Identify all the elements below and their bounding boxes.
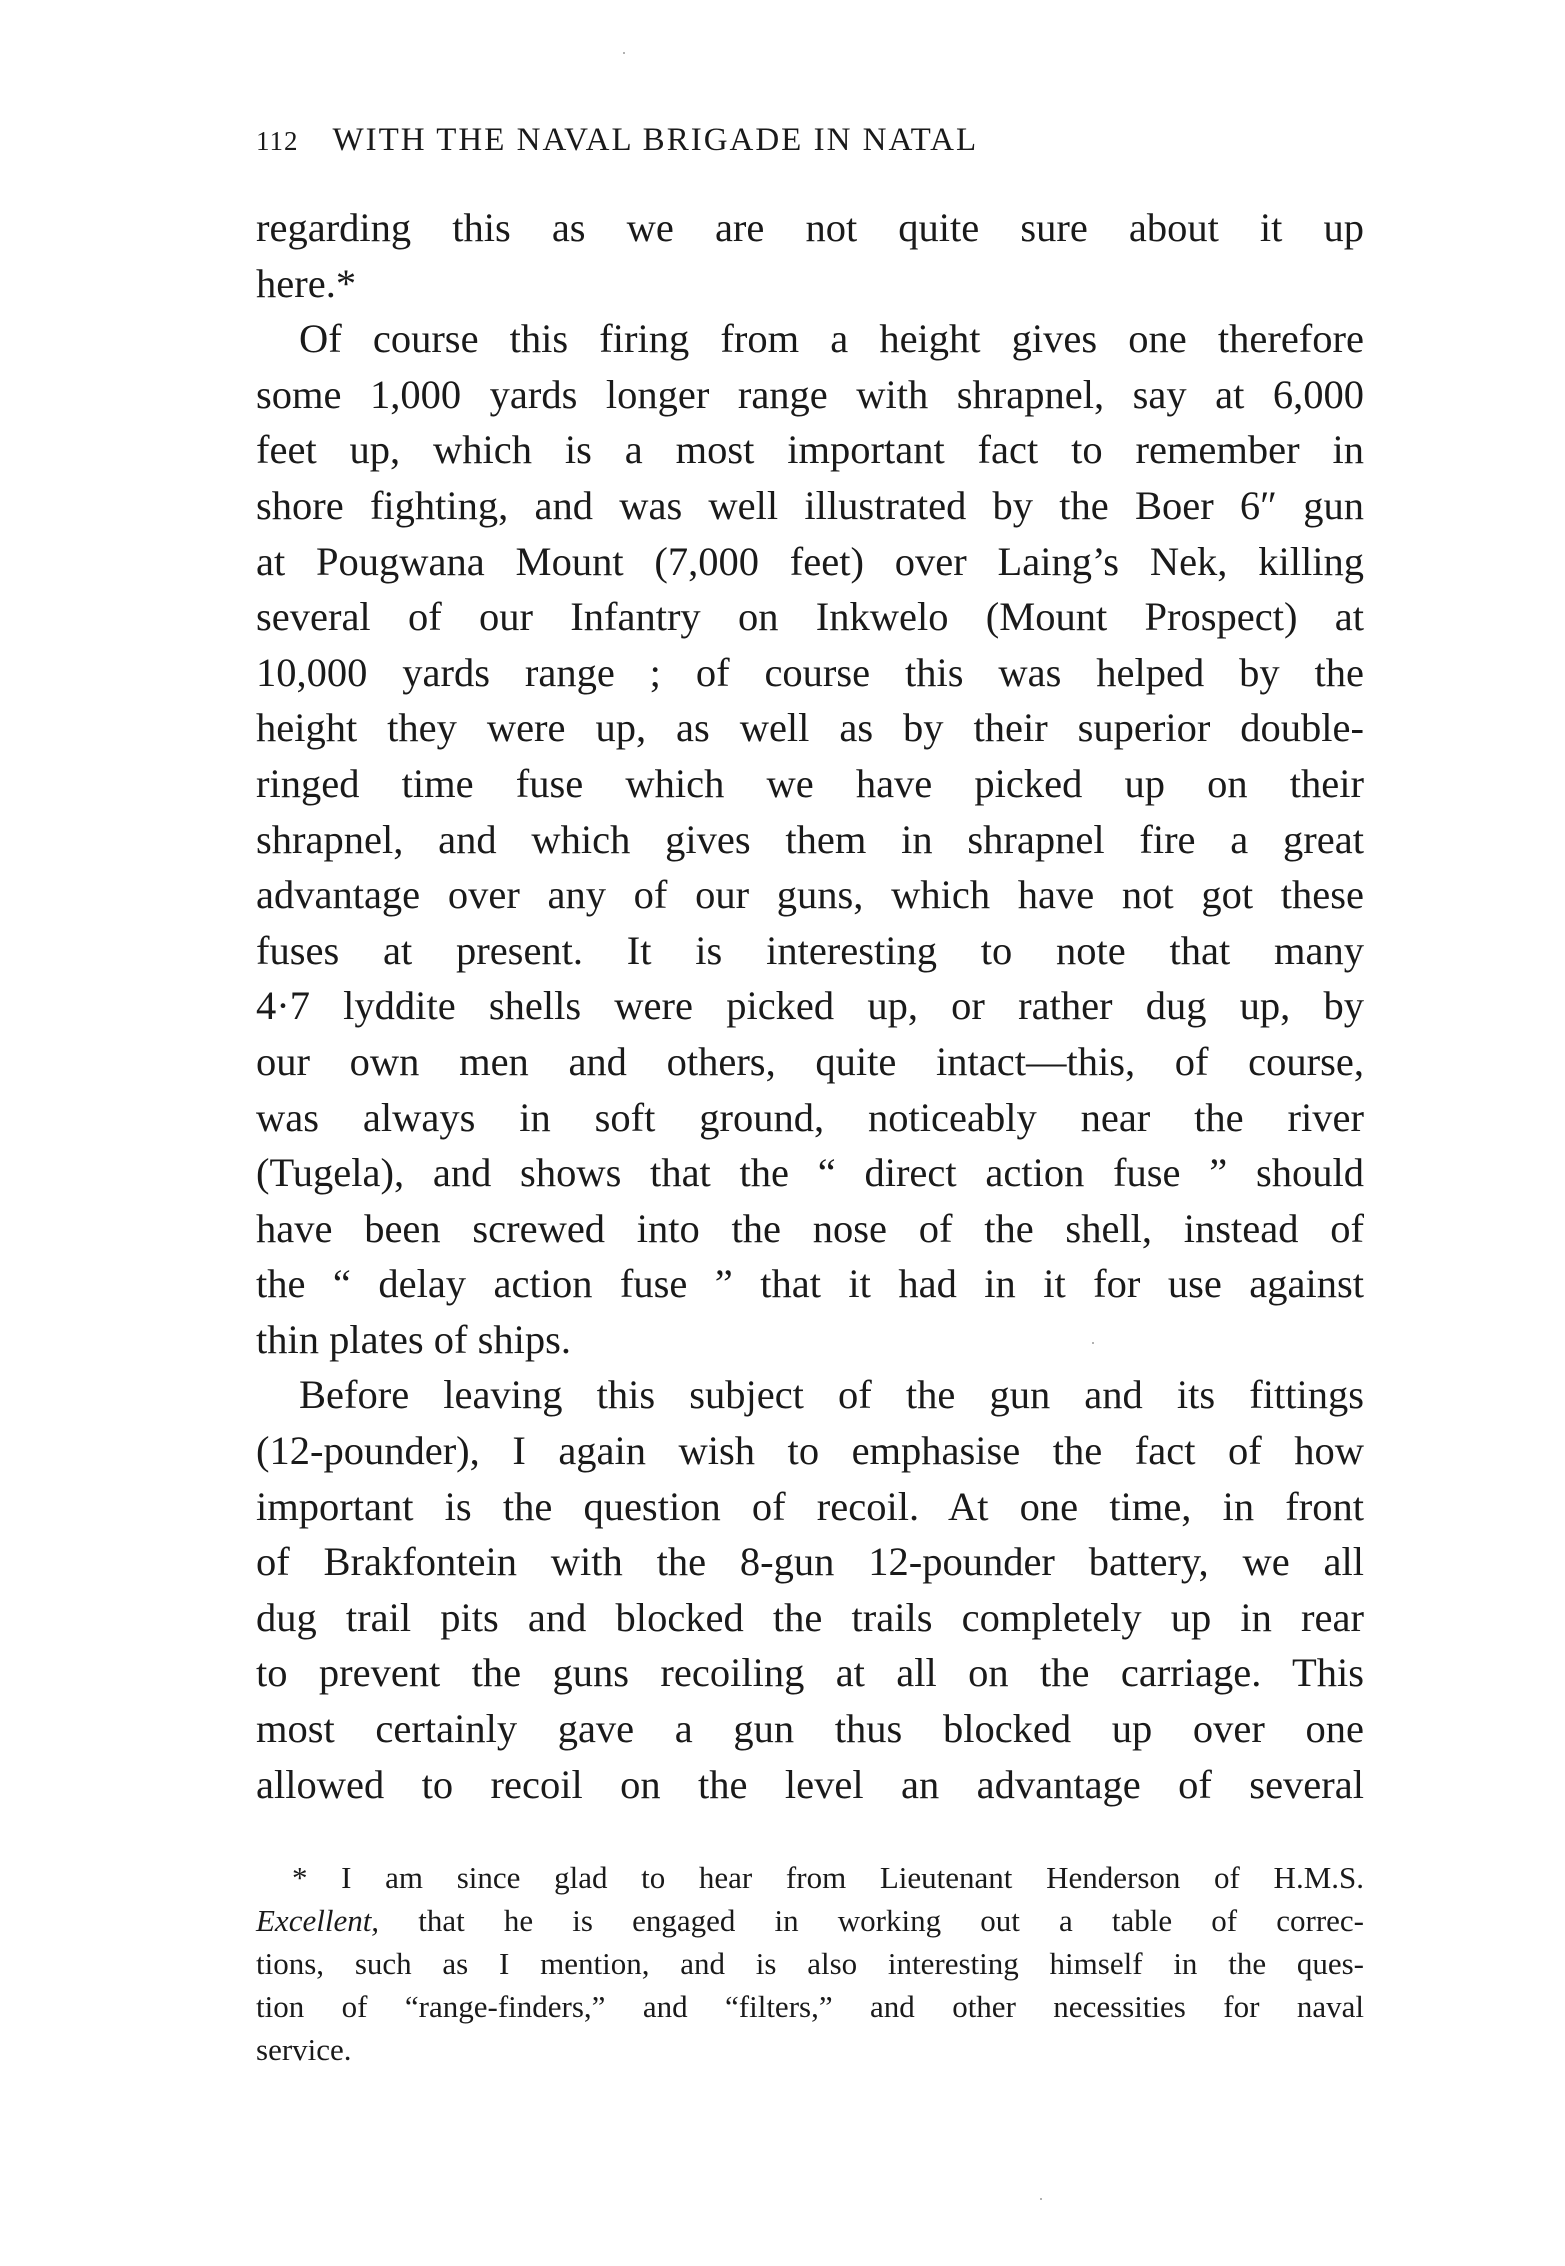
running-title: WITH THE NAVAL BRIGADE IN NATAL: [332, 122, 979, 158]
paper-speck: [623, 52, 625, 54]
text-line: have been screwed into the nose of the shell, instead of: [256, 1205, 1364, 1251]
text-line: Before leaving this subject of the gun and its fittings: [299, 1372, 1364, 1418]
text-line: of Brakfontein with the 8-gun 12-pounder battery, we all: [256, 1539, 1364, 1585]
text-line: to prevent the guns recoiling at all on the carriage. This: [256, 1650, 1364, 1696]
footnote-line-text: that he is engaged in working out a table of correc-: [379, 1903, 1364, 1938]
text-line: important is the question of recoil. At one time, in front: [256, 1483, 1364, 1529]
footnote-line: [256, 1899, 1364, 1942]
footnote-line: * I am since glad to hear from Lieutenant Henderson of H.M.S.: [292, 1860, 1364, 1895]
paper-speck: [1040, 2198, 1042, 2200]
text-line: fuses at present. It is interesting to note that many: [256, 927, 1364, 973]
text-line: some 1,000 yards longer range with shrapnel, say at 6,000: [256, 371, 1364, 417]
running-head: [256, 122, 1366, 159]
text-line: (12-pounder), I again wish to emphasise the fact of how: [256, 1428, 1364, 1474]
paper-speck: [1092, 1342, 1094, 1344]
text-line: height they were up, as well as by their superior double-: [256, 705, 1364, 751]
ship-name: Excellent,: [256, 1903, 380, 1938]
text-line: allowed to recoil on the level an advantage of several: [256, 1761, 1364, 1807]
footnote-line: service.: [256, 2032, 352, 2067]
text-line: several of our Infantry on Inkwelo (Mount Prospect) at: [256, 594, 1364, 640]
text-line: was always in soft ground, noticeably near the river: [256, 1094, 1364, 1140]
text-line: most certainly gave a gun thus blocked up over one: [256, 1706, 1364, 1752]
text-line: 10,000 yards range ; of course this was helped by the: [256, 649, 1364, 695]
text-line: 4·7 lyddite shells were picked up, or rather dug up, by: [256, 983, 1364, 1029]
text-line: here.*: [256, 260, 357, 306]
text-line: ringed time fuse which we have picked up on their: [256, 760, 1364, 806]
page-number: 112: [256, 126, 299, 156]
text-line: feet up, which is a most important fact to remember in: [256, 427, 1364, 473]
text-line: Of course this firing from a height gives one therefore: [299, 316, 1364, 362]
footnote: [256, 1856, 1364, 2071]
text-line: (Tugela), and shows that the “ direct action fuse ” should: [256, 1150, 1364, 1196]
text-line: dug trail pits and blocked the trails completely up in rear: [256, 1594, 1364, 1640]
text-line: advantage over any of our guns, which have not got these: [256, 872, 1364, 918]
text-line: at Pougwana Mount (7,000 feet) over Laing’s Nek, killing: [256, 538, 1364, 584]
text-line: regarding this as we are not quite sure about it up: [256, 205, 1364, 250]
text-line: our own men and others, quite intact—this, of course,: [256, 1038, 1364, 1084]
text-line: shrapnel, and which gives them in shrapnel fire a great: [256, 816, 1364, 862]
footnote-line: tion of “range-finders,” and “filters,” and other necessities for naval: [256, 1989, 1364, 2024]
text-line: thin plates of ships.: [256, 1316, 571, 1362]
body-text: [256, 200, 1364, 1812]
text-line: the “ delay action fuse ” that it had in it for use against: [256, 1261, 1364, 1307]
text-line: shore fighting, and was well illustrated by the Boer 6″ gun: [256, 482, 1364, 528]
footnote-line: tions, such as I mention, and is also interesting himself in the ques-: [256, 1946, 1364, 1981]
